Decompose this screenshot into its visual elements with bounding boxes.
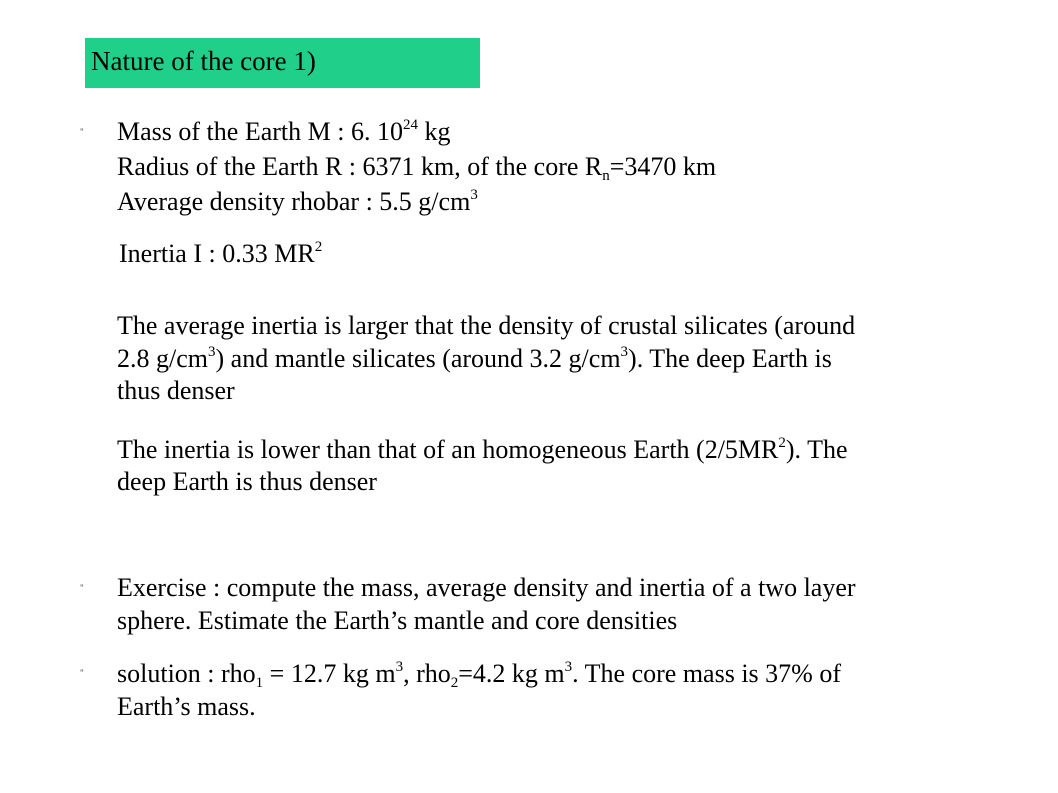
solution-line: solution : rho$_1$ = 12.7 kg $m^3$, rho$_2$=4.2 kg $m^3$. The core mass is 37% of <box>117 659 841 691</box>
density-line: Average density rhobar : 5.5 $g/cm^3$ <box>117 187 478 216</box>
paragraph-line: 2.8 $g/cm^3$) and mantle silicates (around 3.2 $g/cm^3$). The deep Earth is <box>117 344 832 373</box>
radius-line: Radius of the Earth R : 6371 km, of the core $R_n=3470$ km <box>117 152 717 184</box>
exercise-line: sphere. Estimate the Earth’s mantle and core densities <box>117 606 678 635</box>
bullet-marker: " <box>80 668 84 678</box>
solution-line: Earth’s mass. <box>117 692 256 721</box>
slide-title: Nature of the core 1) <box>91 46 316 76</box>
paragraph-line: thus denser <box>117 376 235 405</box>
bullet-marker: " <box>80 127 84 137</box>
title-banner <box>85 38 480 88</box>
paragraph-line: The average inertia is larger that the density of crustal silicates (around <box>117 311 856 340</box>
exercise-line: Exercise : compute the mass, average density and inertia of a two layer <box>117 573 856 602</box>
bullet-marker: " <box>80 583 84 593</box>
inertia-line: Inertia I : 0.33 $MR^2$ <box>119 239 323 268</box>
mass-line: Mass of the Earth M : 6. $10^{24}$ kg <box>117 117 451 146</box>
paragraph-line: The inertia is lower than that of an homogeneous Earth $(2/5MR^2)$. The <box>117 435 848 464</box>
paragraph-line: deep Earth is thus denser <box>117 467 377 496</box>
